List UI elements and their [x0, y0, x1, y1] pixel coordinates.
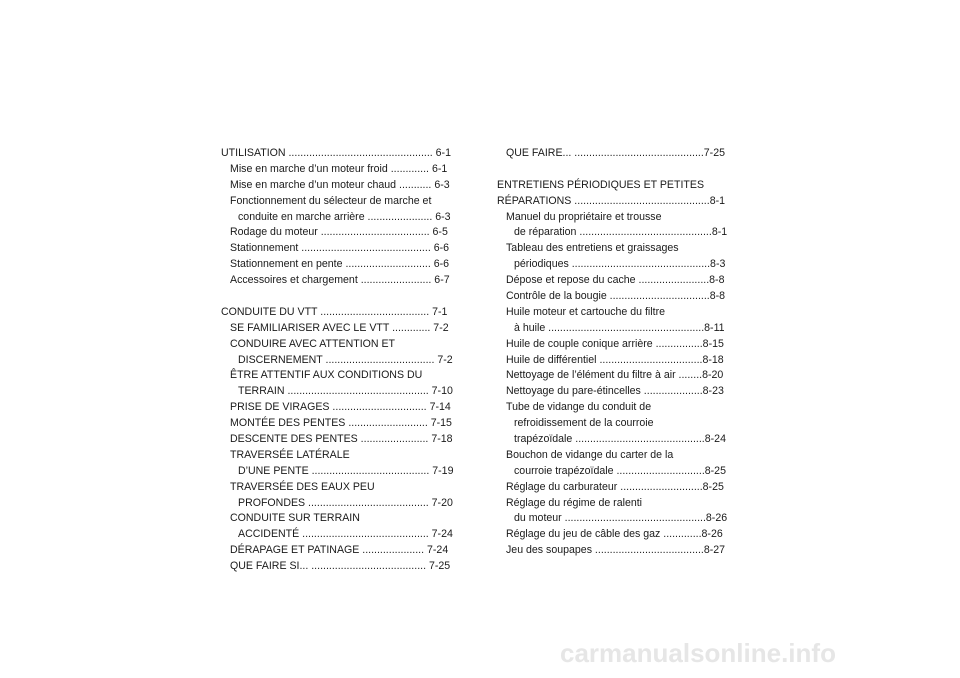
toc-entry-continuation: de réparation .............................................8-1	[514, 226, 728, 239]
toc-entry: QUE FAIRE... ............................................7-25	[506, 147, 725, 159]
toc-section-heading: UTILISATION ................................................. 6-1	[221, 147, 451, 159]
toc-section-heading: CONDUITE DU VTT ..................................... 7-1	[221, 305, 448, 318]
toc-entry: Nettoyage de l’élément du filtre à air ........8-20	[506, 369, 724, 382]
toc-entry: Manuel du propriétaire et trousse	[506, 210, 662, 223]
toc-spacer	[497, 162, 741, 178]
toc-entry: Huile de couple conique arrière ................8-15	[506, 337, 724, 350]
toc-entry: QUE FAIRE SI... ....................................... 7-25	[230, 560, 451, 573]
toc-entry: Stationnement ............................................ 6-6	[230, 242, 450, 255]
toc-entry: Stationnement en pente ............................. 6-6	[230, 258, 450, 271]
toc-entry: Dépose et repose du cache ........................8-8	[506, 274, 725, 287]
toc-entry-continuation: périodiques ...............................................8-3	[514, 258, 726, 271]
toc-entry-continuation: D’UNE PENTE ........................................ 7-19	[238, 464, 454, 477]
toc-entry: DÉRAPAGE ET PATINAGE ..................... 7-24	[230, 544, 449, 557]
toc-entry: SE FAMILIARISER AVEC LE VTT ............. 7-2	[230, 321, 449, 334]
toc-entry: Tableau des entretiens et graissages	[506, 242, 679, 255]
toc-entry: Contrôle de la bougie ..................................8-8	[506, 290, 726, 303]
toc-section-heading: RÉPARATIONS ..............................................8-1	[497, 194, 726, 207]
toc-entry: Bouchon de vidange du carter de la	[506, 448, 674, 461]
toc-entry: Jeu des soupapes .....................................8-27	[506, 544, 726, 557]
toc-entry: Rodage du moteur ..................................... 6-5	[230, 226, 448, 239]
toc-entry-continuation: PROFONDES ......................................... 7-20	[238, 496, 453, 509]
toc-entry-continuation: TERRAIN ................................................ 7-10	[238, 385, 453, 398]
toc-entry-continuation: DISCERNEMENT ..................................... 7-2	[238, 353, 453, 366]
watermark-text: carmanualsonline.info	[560, 638, 836, 668]
toc-entry-continuation: trapézoïdale ............................................8-24	[514, 433, 726, 446]
toc-entry: Réglage du jeu de câble des gaz .............8-26	[506, 528, 723, 541]
toc-entry: Mise en marche d’un moteur froid ............. 6-1	[230, 162, 448, 175]
toc-entry: Huile moteur et cartouche du filtre	[506, 305, 665, 318]
toc-entry: Tube de vidange du conduit de	[506, 401, 652, 414]
toc-entry: CONDUITE SUR TERRAIN	[230, 512, 360, 525]
toc-entry: Huile de différentiel ...................................8-18	[506, 353, 724, 366]
toc-entry: TRAVERSÉE DES EAUX PEU	[230, 480, 375, 493]
toc-entry: Réglage du carburateur ............................8-25	[506, 480, 724, 493]
toc-entry: MONTÉE DES PENTES ........................... 7-15	[230, 417, 452, 430]
toc-entry: DESCENTE DES PENTES ....................... 7-18	[230, 433, 453, 446]
toc-entry-continuation: courroie trapézoïdale ..............................8-25	[514, 464, 726, 477]
toc-right-column	[497, 146, 741, 559]
toc-entry-continuation: du moteur ................................................8-26	[514, 512, 728, 525]
toc-left-column	[221, 146, 465, 575]
toc-spacer	[221, 289, 465, 305]
toc-entry: Fonctionnement du sélecteur de marche et	[230, 194, 432, 207]
toc-entry-continuation: refroidissement de la courroie	[514, 417, 654, 430]
toc-entry-continuation: conduite en marche arrière ...................... 6-3	[238, 210, 451, 223]
toc-entry: PRISE DE VIRAGES ................................ 7-14	[230, 401, 451, 414]
toc-entry: Réglage du régime de ralenti	[506, 496, 643, 509]
toc-entry: Accessoires et chargement ........................ 6-7	[230, 274, 450, 287]
toc-entry: Mise en marche d’un moteur chaud ........... 6-3	[230, 178, 450, 191]
toc-entry-continuation: ACCIDENTÉ ........................................... 7-24	[238, 528, 453, 541]
toc-entry: TRAVERSÉE LATÉRALE	[230, 448, 350, 461]
toc-entry: CONDUIRE AVEC ATTENTION ET	[230, 337, 396, 350]
toc-entry: Nettoyage du pare-étincelles ....................8-23	[506, 385, 724, 398]
toc-entry: ÊTRE ATTENTIF AUX CONDITIONS DU	[230, 369, 423, 382]
toc-section-heading: ENTRETIENS PÉRIODIQUES ET PETITES	[497, 178, 705, 191]
toc-entry-continuation: à huile .....................................................8-11	[514, 321, 725, 334]
